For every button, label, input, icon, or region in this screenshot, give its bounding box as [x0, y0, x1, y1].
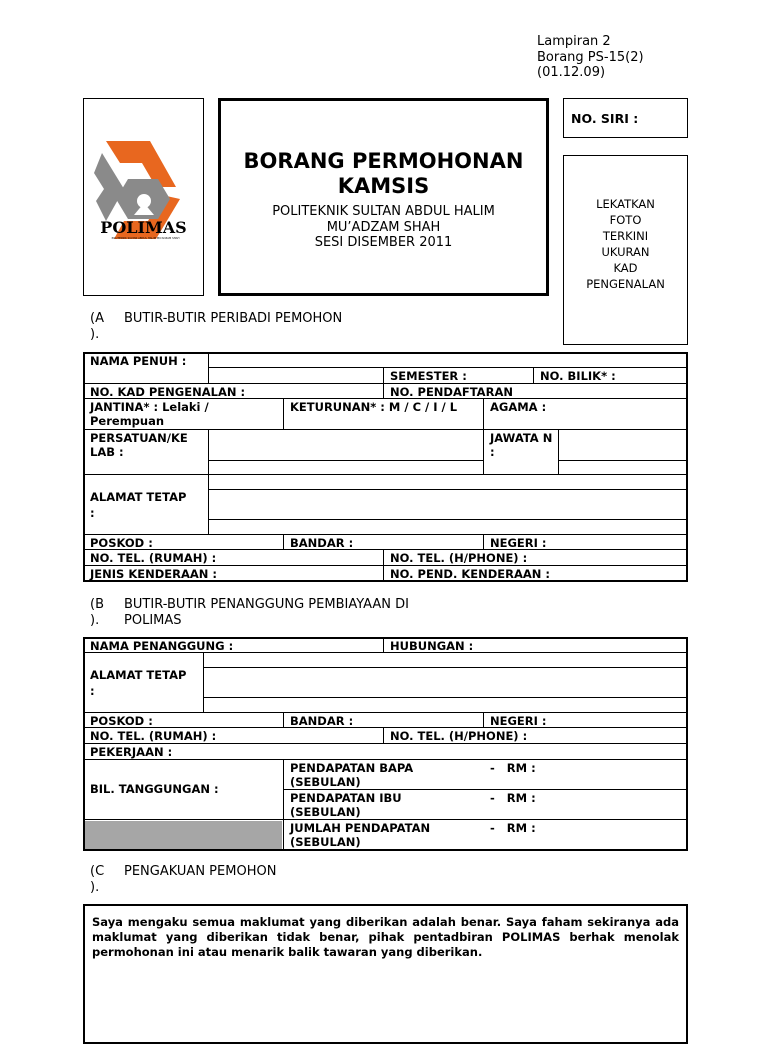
rm-bapa-label: - RM :	[490, 761, 536, 775]
tel-hp-b-label: NO. TEL. (H/PHONE) :	[390, 729, 528, 743]
no-bilik-label: NO. BILIK* :	[540, 369, 616, 383]
bil-tanggungan-label: BIL. TANGGUNGAN :	[90, 782, 219, 796]
logo-subtext: POLITEKNIK SULTAN ABDUL HALIM MU'ADZAM SHAH	[111, 237, 180, 240]
keturunan-label: KETURUNAN* : M / C / I / L	[290, 400, 458, 414]
title-box	[218, 98, 549, 296]
no-kp-label: NO. KAD PENGENALAN :	[90, 385, 246, 399]
shaded-cell	[85, 821, 282, 849]
bandar-label: BANDAR :	[290, 536, 354, 550]
poskod-b-label: POSKOD :	[90, 714, 153, 728]
logo-wordmark: POLIMAS	[100, 218, 187, 237]
logo-box	[83, 98, 204, 296]
nama-penuh-label: NAMA PENUH :	[90, 354, 187, 368]
pekerjaan-label: PEKERJAAN :	[90, 745, 173, 759]
declaration-box: Saya mengaku semua maklumat yang diberikan adalah benar. Saya faham sekiranya ada maklumat yang diberikan tidak benar, pihak pentadbiran POLIMAS berhak menolak permohonan ini atau menarik balik tawaran yang diberikan.	[83, 904, 688, 1044]
jantina-label: JANTINA* : Lelaki / Perempuan	[90, 400, 209, 428]
tel-rumah-b-label: NO. TEL. (RUMAH) :	[90, 729, 217, 743]
negeri-label: NEGERI :	[490, 536, 547, 550]
alamat-tetap-b-label: ALAMAT TETAP :	[90, 668, 187, 698]
rm-ibu-label: - RM :	[490, 791, 536, 805]
tel-hp-label: NO. TEL. (H/PHONE) :	[390, 551, 528, 565]
nama-penanggung-label: NAMA PENANGGUNG :	[90, 639, 234, 653]
form-subtitle: POLITEKNIK SULTAN ABDUL HALIM MU’ADZAM SHAH SESI DISEMBER 2011	[272, 204, 495, 250]
persatuan-label: PERSATUAN/KE LAB :	[90, 431, 188, 459]
polimas-logo-icon	[84, 129, 203, 269]
agama-label: AGAMA :	[490, 400, 547, 414]
form-title: BORANG PERMOHONAN KAMSIS	[243, 149, 524, 198]
alamat-tetap-label: ALAMAT TETAP :	[90, 490, 187, 520]
bandar-b-label: BANDAR :	[290, 714, 354, 728]
jenis-kenderaan-label: JENIS KENDERAAN :	[90, 567, 217, 581]
section-b-heading: (B ).BUTIR-BUTIR PENANGGUNG PEMBIAYAAN DI POLIMAS	[90, 597, 409, 628]
tel-rumah-label: NO. TEL. (RUMAH) :	[90, 551, 217, 565]
photo-placeholder[interactable]: LEKATKAN FOTO TERKINI UKURAN KAD PENGENALAN	[563, 155, 688, 345]
negeri-b-label: NEGERI :	[490, 714, 547, 728]
pendapatan-ibu-label: PENDAPATAN IBU (SEBULAN)	[290, 791, 402, 819]
no-pendaftaran-label: NO. PENDAFTARAN	[390, 385, 513, 399]
semester-label: SEMESTER :	[390, 369, 467, 383]
poskod-label: POSKOD :	[90, 536, 153, 550]
no-kenderaan-label: NO. PEND. KENDERAAN :	[390, 567, 551, 581]
section-c-heading: (C ).PENGAKUAN PEMOHON	[90, 864, 277, 895]
section-a-heading: (A ).BUTIR-BUTIR PERIBADI PEMOHON	[90, 311, 343, 342]
rm-jumlah-label: - RM :	[490, 821, 536, 835]
jumlah-pendapatan-label: JUMLAH PENDAPATAN (SEBULAN)	[290, 821, 431, 849]
jawatan-label: JAWATA N :	[490, 431, 553, 459]
no-siri-box[interactable]: NO. SIRI :	[563, 98, 688, 138]
hubungan-label: HUBUNGAN :	[390, 639, 474, 653]
lampiran-reference: Lampiran 2 Borang PS-15(2) (01.12.09)	[537, 34, 644, 80]
pendapatan-bapa-label: PENDAPATAN BAPA (SEBULAN)	[290, 761, 414, 789]
